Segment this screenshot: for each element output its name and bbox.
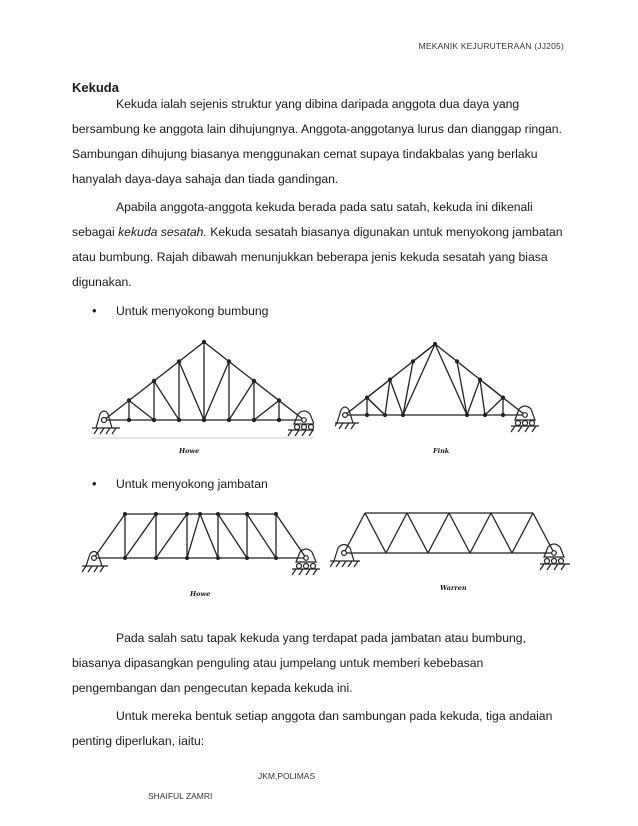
bridge-warren-truss-drawing [330, 503, 572, 583]
term-kekuda-sesatah: kekuda sesatah. [118, 225, 207, 239]
caption-bridge-howe: Howe [190, 590, 211, 598]
footer-institution: JKM,POLIMAS [258, 771, 316, 781]
paragraph-definition-text: Kekuda ialah sejenis struktur yang dibina daripada anggota dua daya yang bersambung ke anggota lain dihujungnya. Anggota-anggotanya lurus dan dianggap ringan. Sambungan dihujung biasanya menggunakan cemat supaya tindakbalas yang berlaku hanyalah daya-daya sahaja dan tiada gandingan. [72, 97, 562, 186]
section-title: Kekuda [72, 80, 119, 95]
paragraph-assumptions [72, 704, 568, 754]
bullet-bridge-label: Untuk menyokong jambatan [116, 477, 268, 491]
bullet-dot: • [92, 303, 97, 318]
figure-roof-howe-truss [92, 334, 314, 444]
caption-bridge-warren: Warren [440, 584, 467, 592]
paragraph-assumptions-text: Untuk mereka bentuk setiap anggota dan sambungan pada kekuda, tiga andaian penting diperlukan, iaitu: [72, 709, 553, 748]
paragraph-supports-text: Pada salah satu tapak kekuda yang terdapat pada jambatan atau bumbung, biasanya dipasangkan penguling atau jumpelang untuk memberi kebebasan pengembangan dan pengecutan kepada kekuda ini. [72, 631, 526, 695]
paragraph-supports [72, 626, 568, 701]
caption-roof-howe: Howe [179, 447, 200, 455]
paragraph-planar-text-a: Apabila anggota-anggota kekuda berada pada satu satah, kekuda ini dikenali sebagai [72, 200, 533, 239]
roof-howe-truss-drawing [92, 334, 314, 444]
figure-bridge-warren-truss [330, 503, 572, 583]
roof-fink-truss-drawing [335, 338, 543, 442]
bullet-roof-label: Untuk menyokong bumbung [116, 304, 269, 318]
caption-roof-fink: Fink [433, 447, 450, 455]
figure-bridge-howe-truss [80, 506, 320, 584]
bullet-roof [92, 303, 268, 318]
bridge-howe-truss-drawing [80, 506, 320, 584]
figure-roof-fink-truss [335, 338, 543, 442]
footer-author: SHAIFUL ZAMRI [148, 791, 213, 801]
bullet-dot: • [92, 476, 97, 491]
paragraph-planar-text-b: Kekuda sesatah biasanya digunakan untuk menyokong jambatan atau bumbung. Rajah dibawah menunjukkan beberapa jenis kekuda sesatah yang biasa digunakan. [72, 225, 563, 289]
paragraph-planar-truss [72, 195, 568, 295]
paragraph-definition [72, 92, 568, 192]
header-course-code: MEKANIK KEJURUTERAAN (JJ205) [418, 41, 564, 51]
bullet-bridge [92, 476, 268, 491]
